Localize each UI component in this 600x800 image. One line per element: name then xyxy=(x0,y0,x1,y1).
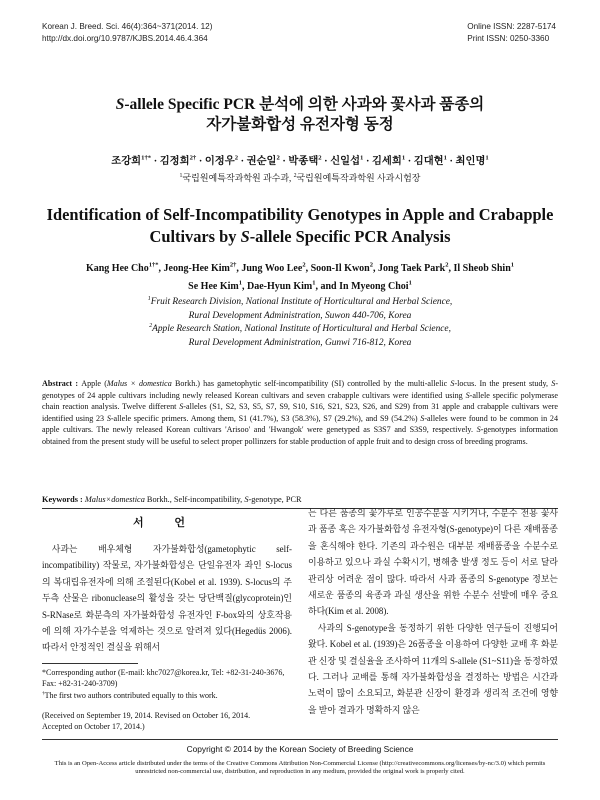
abstract-text: Borkh.) has gametophytic self-incompatibility (SI) controlled by the multi-allelic xyxy=(171,379,451,388)
english-affiliation-1-line-2: Rural Development Administration, Suwon 440-706, Korea xyxy=(188,310,412,321)
english-authors xyxy=(30,260,570,296)
english-author-name: Se Hee Kim xyxy=(188,281,239,292)
english-title-line-2 xyxy=(0,226,600,248)
abstract-text-italic: S xyxy=(106,413,111,423)
keyword: Borkh., Self-incompatibility, xyxy=(144,495,245,504)
korean-author-sup: 2 xyxy=(234,154,239,162)
korean-author-name: 최인명 xyxy=(455,156,486,167)
abstract xyxy=(42,378,558,448)
english-author-name: , Jeong-Hee Kim xyxy=(158,263,230,274)
english-affiliation-1 xyxy=(30,296,570,310)
korean-author-sup: 1 xyxy=(401,154,406,162)
author-separator: · xyxy=(363,156,372,167)
corresponding-author-note: *Corresponding author (E-mail: khc7027@korea.kr, Tel: +82-31-240-3676, Fax: +82-31-240-3709) xyxy=(42,668,285,689)
english-author-sup: 2† xyxy=(229,261,237,269)
abstract-text: -allele specific primers. Among them, S1 (41.7%), S3 (58.3%), S7 (29.2%), and S9 (54.2%) xyxy=(110,413,421,423)
english-author-name: , Il Sheob Shin xyxy=(448,263,511,274)
korean-title xyxy=(0,95,600,135)
abstract-text: -locus. In the present study, xyxy=(454,379,552,388)
abstract-text: -allele specific polymerase chain reaction analysis. Twelve different xyxy=(42,390,558,412)
abstract-text: -alleles (S1, S2, S3, S5, S7, S9, S10, S16, S21, S23, S26, and S29) from 31 apple and crabapple cultivars were identified using 23 xyxy=(42,402,558,423)
english-author-sup: 2 xyxy=(445,261,449,269)
abstract-text-italic: S xyxy=(179,402,184,412)
affil-line: Fruit Research Division, National Institute of Horticultural and Herbal Science, xyxy=(150,297,453,307)
print-issn: Print ISSN: 0250-3360 xyxy=(467,34,550,43)
korean-author-name: 김세희 xyxy=(371,156,402,167)
english-author-name: , and In Myeong Choi xyxy=(315,281,409,292)
english-title-line-2-b: -allele Specific PCR Analysis xyxy=(249,226,451,246)
footnote-divider xyxy=(42,663,138,664)
affil-mark: 2 xyxy=(149,323,153,330)
author-separator: · xyxy=(151,156,160,167)
korean-affiliation-1: 국립원예특작과학원 과수과, xyxy=(182,173,294,183)
abstract-text-italic: Malus × domestica xyxy=(106,379,172,388)
korean-affiliation-2: 국립원예특작과학원 사과시험장 xyxy=(296,173,421,183)
korean-title-line-1-rest: -allele Specific PCR 분석에 의한 사과와 꽃사과 품종의 xyxy=(124,96,485,113)
keyword-italic: S xyxy=(244,495,249,504)
section-title-introduction: 서 언 xyxy=(132,517,199,529)
abstract-text: -genotypes information obtained from the present study will be useful to select proper pollinzers for stable production of apple fruit and to design cross of breeding programs. xyxy=(42,425,558,446)
english-author-sup: 2 xyxy=(302,261,306,269)
korean-author-name: 김대현 xyxy=(413,156,444,167)
accepted-line: Accepted on October 17, 2014.) xyxy=(42,722,145,732)
english-affiliations xyxy=(30,296,570,350)
korean-author-name: 박종택 xyxy=(288,156,319,167)
english-author-name: Kang Hee Cho xyxy=(85,263,149,274)
abstract-text: Apple ( xyxy=(81,379,107,388)
keywords-label: Keywords : xyxy=(42,495,85,504)
keyword: -genotype, PCR xyxy=(248,495,302,504)
english-author-sup: 1 xyxy=(312,279,316,287)
author-separator: · xyxy=(321,156,331,167)
affil-mark: 1 xyxy=(179,173,183,179)
intro-column-left: 사과는 배우체형 자가불화합성(gametophytic self-incompatibility) 작물로, 자가불화합성은 단일유전자 좌인 S-locus의 복대립유전자에 의해 조절된다(Kobel et al. 1939). S-locus의 주두측 산물은 ribonuclease의 활성을 갖는 당단백질(glycoprotein)인 S-RNase로 화분측의 자가불화합성 유전자인 F-box와의 상호작용에 의해 자가수분을 억제하는 것으로 알려져 있다(Hegedüs 2006). 따라서 안정적인 결실을 위해서 xyxy=(42,544,292,653)
english-author-name: , Soon-Il Kwon xyxy=(305,263,370,274)
korean-author-name: 신일섭 xyxy=(330,156,361,167)
abstract-text: -genotypes of 24 apple cultivars including newly released Korean cultivars and seven crabapple cultivars were identified using xyxy=(42,379,559,400)
english-author-sup: 1 xyxy=(510,261,515,269)
intro-right-paragraph-1: 는 다른 품종의 꽃가루로 인공수분을 시키거나, 수분수 전용 꽃사과 품종 혹은 자가불화합성 유전자형(S-genotype)이 다른 재배품종을 혼식해야 한다. 기존의 과수원은 대부분 재배품종을 수분수로 이용하고 있으나 과실 수확시기, 병해충 발생 정도 등이 서로 달라 관리상 어려운 점이 많다. 따라서 사과 품종의 S-genotype 정보는 새로운 품종의 육종과 과실 생산을 위한 수분수 선발에 매우 중요하다(Kim et al. 2008). xyxy=(308,508,558,617)
equal-contribution-note xyxy=(42,690,292,701)
english-author-sup: 2 xyxy=(369,261,373,269)
english-author-name: , Jung Woo Lee xyxy=(236,263,303,274)
korean-title-line-2: 자가불화합성 유전자형 동정 xyxy=(206,116,394,133)
footnote-mark: † xyxy=(42,690,45,697)
english-affiliation-2-line-2: Rural Development Administration, Gunwi 716-812, Korea xyxy=(188,337,412,348)
english-author-name: , Jong Taek Park xyxy=(373,263,446,274)
received-line: (Received on September 19, 2014. Revised on October 16, 2014. xyxy=(42,711,251,720)
english-title-line-1: Identification of Self-Incompatibility Genotypes in Apple and Crabapple xyxy=(46,205,554,224)
korean-author-sup: 2 xyxy=(276,154,280,162)
footnote-text: The first two authors contributed equally to this work. xyxy=(44,690,218,700)
korean-author-sup: 1†* xyxy=(141,154,152,162)
author-separator: · xyxy=(196,156,205,167)
korean-author-name: 권순일 xyxy=(246,156,277,167)
intro-column-right xyxy=(308,505,558,718)
author-separator: · xyxy=(279,156,289,167)
journal-citation: Korean J. Breed. Sci. 46(4):364~371(2014. 12) xyxy=(42,22,213,31)
korean-affiliations xyxy=(0,171,600,184)
online-issn: Online ISSN: 2287-5174 xyxy=(467,22,556,31)
english-authors-line-2 xyxy=(30,278,570,296)
copyright-notice: Copyright © 2014 by the Korean Society of Breeding Science xyxy=(186,744,414,754)
korean-author-sup: 1 xyxy=(443,154,447,162)
english-author-sup: 1 xyxy=(408,279,412,287)
abstract-text-italic: S xyxy=(465,390,470,400)
intro-right-paragraph-2: 사과의 S-genotype을 동정하기 위한 다양한 연구들이 진행되어 왔다. Kobel et al. (1939)은 26품종을 이용하여 다양한 교배 후 화분관 신장 및 결실율을 조사하여 11개의 S-allele (S1~S11)을 동정하였다. 그러나 교배를 통해 자가불화합성을 결정하는 방법은 시간과 노력이 많이 소요되고, 화분관 신장이 환경과 생리적 조건에 영향을 받아 결과가 명확하지 않은 xyxy=(308,622,558,715)
footnotes xyxy=(42,667,292,701)
keyword-italic: Malus×domestica xyxy=(84,495,145,504)
affil-line: Apple Research Station, National Institute of Horticultural and Herbal Science, xyxy=(152,324,451,335)
english-author-name: , Dae-Hyun Kim xyxy=(241,281,313,292)
korean-author-name: 이정우 xyxy=(204,156,235,167)
abstract-text: -alleles were found to be common in 24 apple cultivars. The newly released Korean cultivars 'Arisoo' and 'Hwangok' were genetyped as S3S7 and S3S9, respectively. xyxy=(42,413,559,435)
author-separator: · xyxy=(238,156,247,167)
korean-author-name: 김정희 xyxy=(159,156,190,167)
korean-author-sup: 2† xyxy=(189,154,197,162)
abstract-text-italic: S xyxy=(551,379,556,388)
abstract-label: Abstract : xyxy=(42,379,82,388)
abstract-text-italic: S xyxy=(450,379,455,388)
affil-mark: 2 xyxy=(293,173,297,179)
korean-authors xyxy=(0,152,600,167)
affil-mark: 1 xyxy=(147,295,151,302)
abstract-text-italic: S xyxy=(420,413,425,423)
journal-header-right xyxy=(467,21,556,45)
received-dates xyxy=(42,710,292,733)
korean-title-italic: S xyxy=(115,96,125,113)
english-title-italic: S xyxy=(240,226,250,246)
english-author-sup: 1†* xyxy=(148,261,159,269)
korean-author-sup: 1 xyxy=(360,154,364,162)
english-title xyxy=(0,204,600,247)
doi-link[interactable]: http://dx.doi.org/10.9787/KJBS.2014.46.4.364 xyxy=(42,34,208,43)
footer-divider xyxy=(42,739,558,740)
abstract-text-italic: S xyxy=(476,425,481,435)
license-notice: This is an Open-Access article distributed under the terms of the Creative Commons Attribution Non-Commercial License (http://creativecommons.org/licenses/by-nc/3.0) which permits unrestricted non-commercial use, distribution, and reproduction in any medium, provided the original work is properly cited. xyxy=(54,760,546,776)
keywords xyxy=(42,495,558,504)
korean-title-line-1 xyxy=(0,95,600,115)
author-separator: · xyxy=(405,156,414,167)
journal-header-left xyxy=(42,21,212,45)
author-separator: · xyxy=(446,156,456,167)
english-title-line-2-a: Cultivars by xyxy=(149,226,241,246)
korean-author-name: 조강희 xyxy=(111,156,142,167)
korean-author-sup: 2 xyxy=(318,154,322,162)
english-affiliation-2 xyxy=(30,323,570,337)
english-author-sup: 1 xyxy=(238,279,242,287)
korean-author-sup: 1 xyxy=(485,154,489,162)
english-authors-line-1 xyxy=(30,260,570,278)
